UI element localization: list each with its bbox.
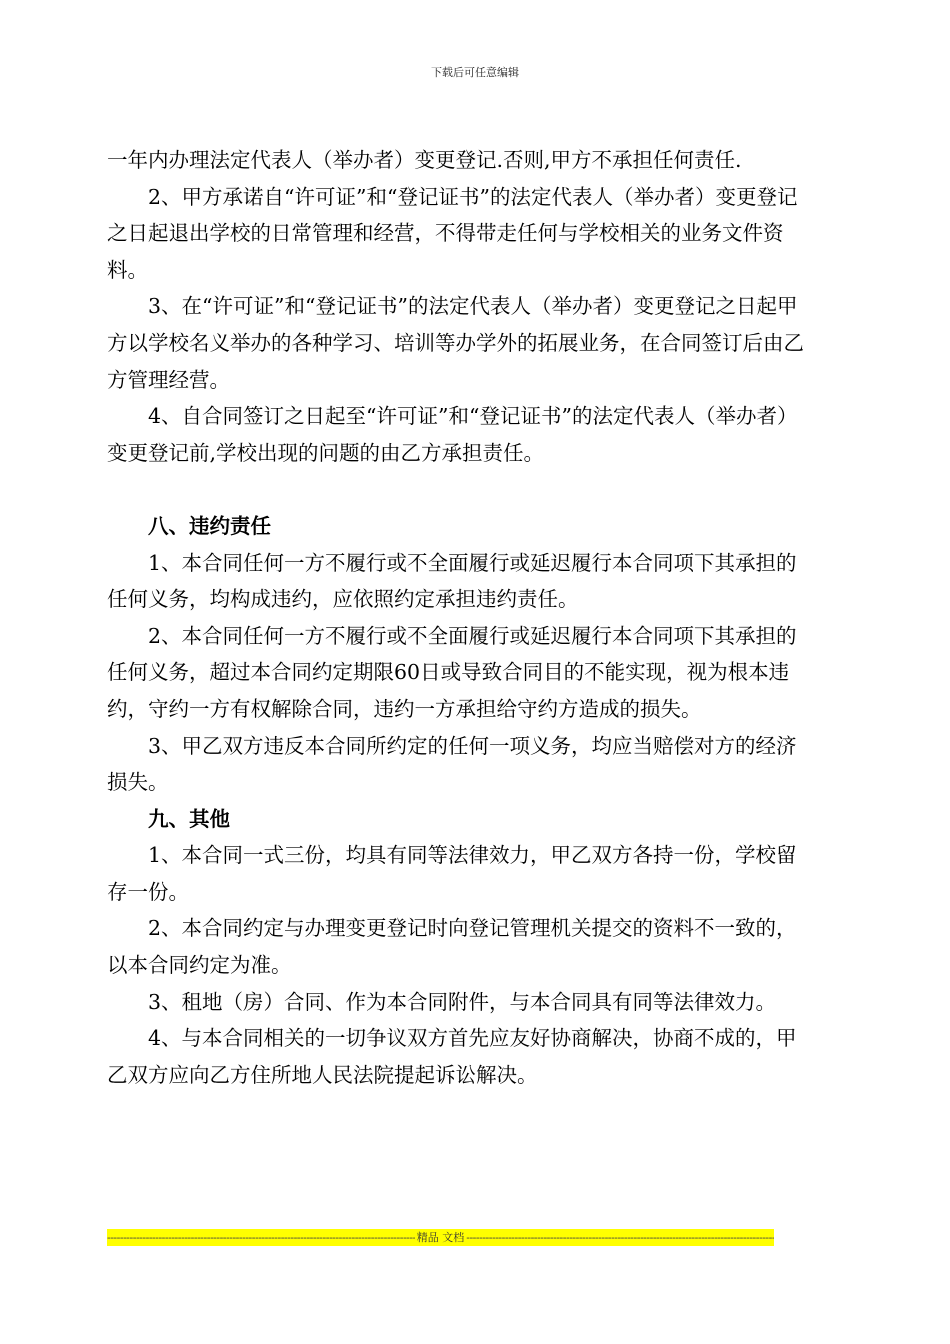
paragraph: 一年内办理法定代表人（举办者）变更登记.否则,甲方不承担任何责任. <box>107 148 742 172</box>
footer-label: 精品 文档 <box>416 1231 465 1244</box>
footer-dash-left <box>107 1229 415 1246</box>
paragraph: 2、甲方承诺自“许可证”和“登记证书”的法定代表人（举办者）变更登记之日起退出学校的日常管理和经营，不得带走任何与学校相关的业务文件资料。 <box>107 184 798 282</box>
paragraph: 1、本合同一式三份，均具有同等法律效力，甲乙双方各持一份，学校留存一份。 <box>107 843 797 904</box>
document-body <box>107 142 807 1093</box>
footer-dash-right <box>466 1229 774 1246</box>
paragraph: 2、本合同约定与办理变更登记时向登记管理机关提交的资料不一致的，以本合同约定为准。 <box>107 916 797 978</box>
paragraph: 3、甲乙双方违反本合同所约定的任何一项义务，均应当赔偿对方的经济损失。 <box>107 733 797 795</box>
paragraph: 2、本合同任何一方不履行或不全面履行或延迟履行本合同项下其承担的任何义务，超过本合同约定期限60日或导致合同目的不能实现，视为根本违约，守约一方有权解除合同，违约一方承担给守约方造成的损失。 <box>107 623 797 721</box>
page-footer <box>107 1229 774 1246</box>
paragraph: 1、本合同任何一方不履行或不全面履行或延迟履行本合同项下其承担的任何义务，均构成违约，应依照约定承担违约责任。 <box>107 550 797 612</box>
paragraph: 4、与本合同相关的一切争议双方首先应友好协商解决，协商不成的，甲乙双方应向乙方住所地人民法院提起诉讼解决。 <box>107 1026 797 1087</box>
section-heading-other: 九、其他 <box>148 806 230 831</box>
blank-line <box>107 471 807 508</box>
paragraph: 4、自合同签订之日起至“许可证”和“登记证书”的法定代表人（举办者）变更登记前,学校出现的问题的由乙方承担责任。 <box>107 404 798 465</box>
paragraph: 3、在“许可证”和“登记证书”的法定代表人（举办者）变更登记之日起甲方以学校名义举办的各种学习、培训等办学外的拓展业务，在合同签订后由乙方管理经营。 <box>107 294 804 392</box>
paragraph: 3、租地（房）合同、作为本合同附件，与本合同具有同等法律效力。 <box>148 989 777 1014</box>
section-heading-breach: 八、违约责任 <box>148 513 271 538</box>
page-header: 下载后可任意编辑 <box>431 66 519 79</box>
